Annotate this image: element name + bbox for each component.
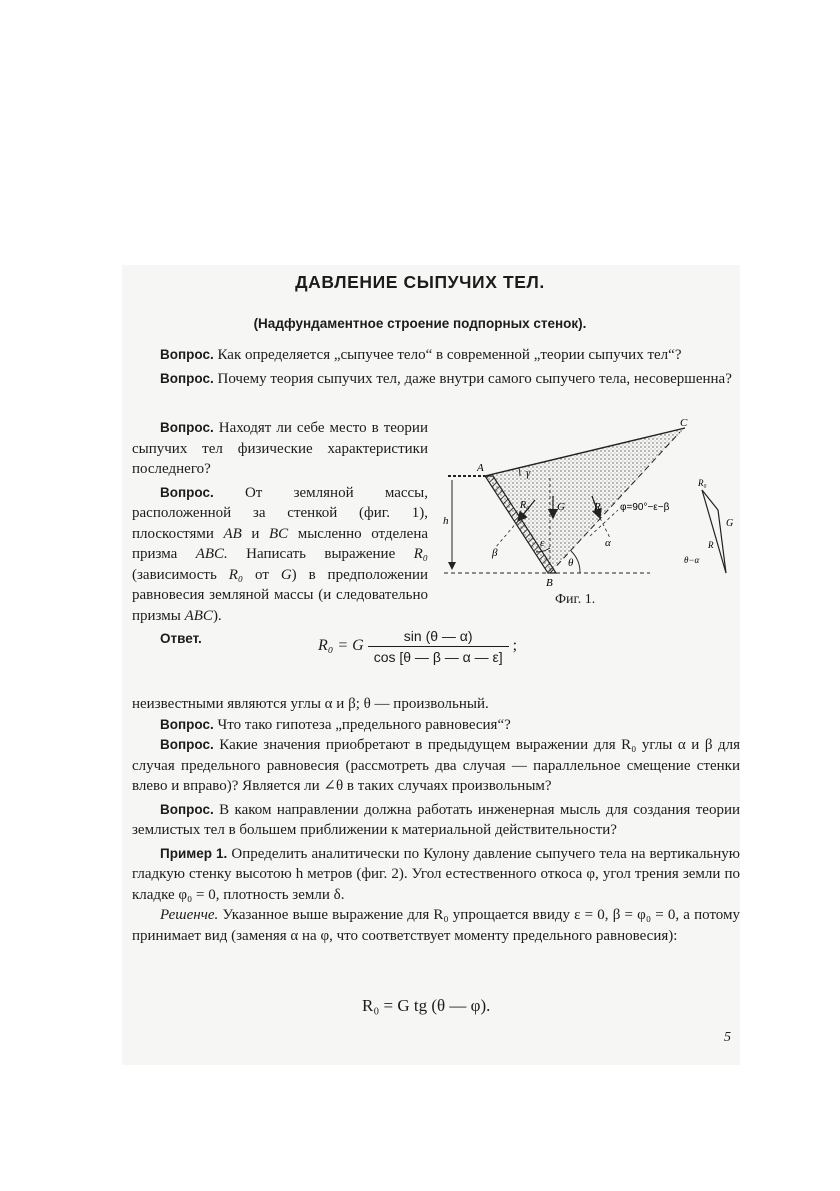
r0-line — [495, 521, 518, 548]
label-a: A — [477, 462, 484, 474]
label-polygon-r0: R₀ — [698, 478, 707, 488]
page-title: ДАВЛЕНИЕ СЫПУЧИХ ТЕЛ. — [295, 272, 545, 292]
question-4: Вопрос. От земляной массы, расположенной за стенкой (фиг. 1), плоскостями AB и BC мысленно отделена призма ABC. Написать выражение R₀ (зависимость R₀ от G) в предположении равновесия земляной массы (и следовательно призмы ABC). — [132, 484, 429, 624]
question-6: Вопрос. Какие значения приобретают в предыдущем выражении для R₀ углы α и β для случая предельного равновесия (рассмотреть два случая — параллельное смещение стенки влево и вправо)? Является ли ∠θ в таких случаях произвольным? — [132, 737, 741, 794]
answer-label: Ответ. — [160, 631, 202, 646]
question-1: Вопрос. Как определяется „сыпучее тело“ в современной „теории сыпучих тел“? — [160, 347, 682, 363]
formula-2: R₀ = G tg (θ — φ). — [362, 996, 491, 1015]
prism-abc — [485, 428, 685, 573]
r-line — [600, 518, 610, 538]
label-phi-equation: φ=90°−ε−β — [620, 502, 670, 513]
label-polygon-r: R — [708, 540, 714, 550]
label-theta-alpha: θ−α — [684, 555, 700, 565]
label-beta: β — [492, 547, 498, 559]
lower-block — [132, 694, 740, 946]
label-c: C — [680, 418, 688, 429]
figure-caption: Фиг. 1. — [555, 592, 596, 607]
label-theta: θ — [568, 557, 574, 569]
after-formula-text: неизвестными являются углы α и β; θ — произвольный. — [132, 696, 489, 712]
formula-1-fraction — [368, 628, 509, 665]
label-g: G — [557, 501, 565, 513]
question-3: Вопрос. Находят ли себе место в теории сыпучих тел физические характеристики последнего? — [132, 420, 428, 477]
page-subtitle: (Надфундаментное строение подпорных стенок). — [253, 316, 587, 331]
label-polygon-g: G — [726, 518, 734, 529]
left-column-block — [132, 418, 428, 650]
label-h: h — [443, 515, 449, 527]
formula-1: R₀ = G $\frac{\sin (\theta — \alpha)}{\cos [\theta — \beta — \alpha — \varepsilon]}$ ; — [318, 628, 518, 665]
formula-1-numerator: sin (θ — α) — [368, 628, 509, 647]
formula-1-denominator: cos [θ — β — α — ε] — [373, 649, 503, 665]
polygon-r — [718, 510, 726, 573]
intro-block — [132, 345, 740, 389]
question-7: Вопрос. В каком направлении должна работать инженерная мысль для создания теории землистых тел в большем приближении к материальной действительности? — [132, 801, 740, 838]
question-5: Вопрос. Что тако гипотеза „предельного равновесия“? — [160, 716, 511, 733]
question-2: Вопрос. Почему теория сыпучих тел, даже внутри самого сыпучего тела, несовершенна? — [160, 370, 732, 387]
label-r: R — [594, 501, 601, 513]
label-gamma: γ — [526, 467, 531, 479]
label-r0: R₀ — [520, 500, 530, 511]
example-1: Пример 1. Определить аналитически по Кулону давление сыпучего тела на вертикальную гладкую стенку высотою h метров (фиг. 2). Угол естественного откоса φ, угол трения земли по кладке φ₀ = 0, плотность земли δ. — [132, 845, 741, 903]
label-b: B — [546, 577, 553, 588]
solution: Решенче. Указанное выше выражение для R₀ упрощается ввиду ε = 0, β = φ₀ = 0, а потому принимает вид (заменяя α на φ, что соответствует моменту предельного равновесия): — [132, 907, 741, 944]
polygon-g — [702, 490, 726, 573]
figure-1 — [440, 418, 740, 588]
label-epsilon: ε — [540, 537, 545, 549]
label-alpha: α — [605, 537, 611, 549]
page-number: 5 — [724, 1030, 731, 1045]
